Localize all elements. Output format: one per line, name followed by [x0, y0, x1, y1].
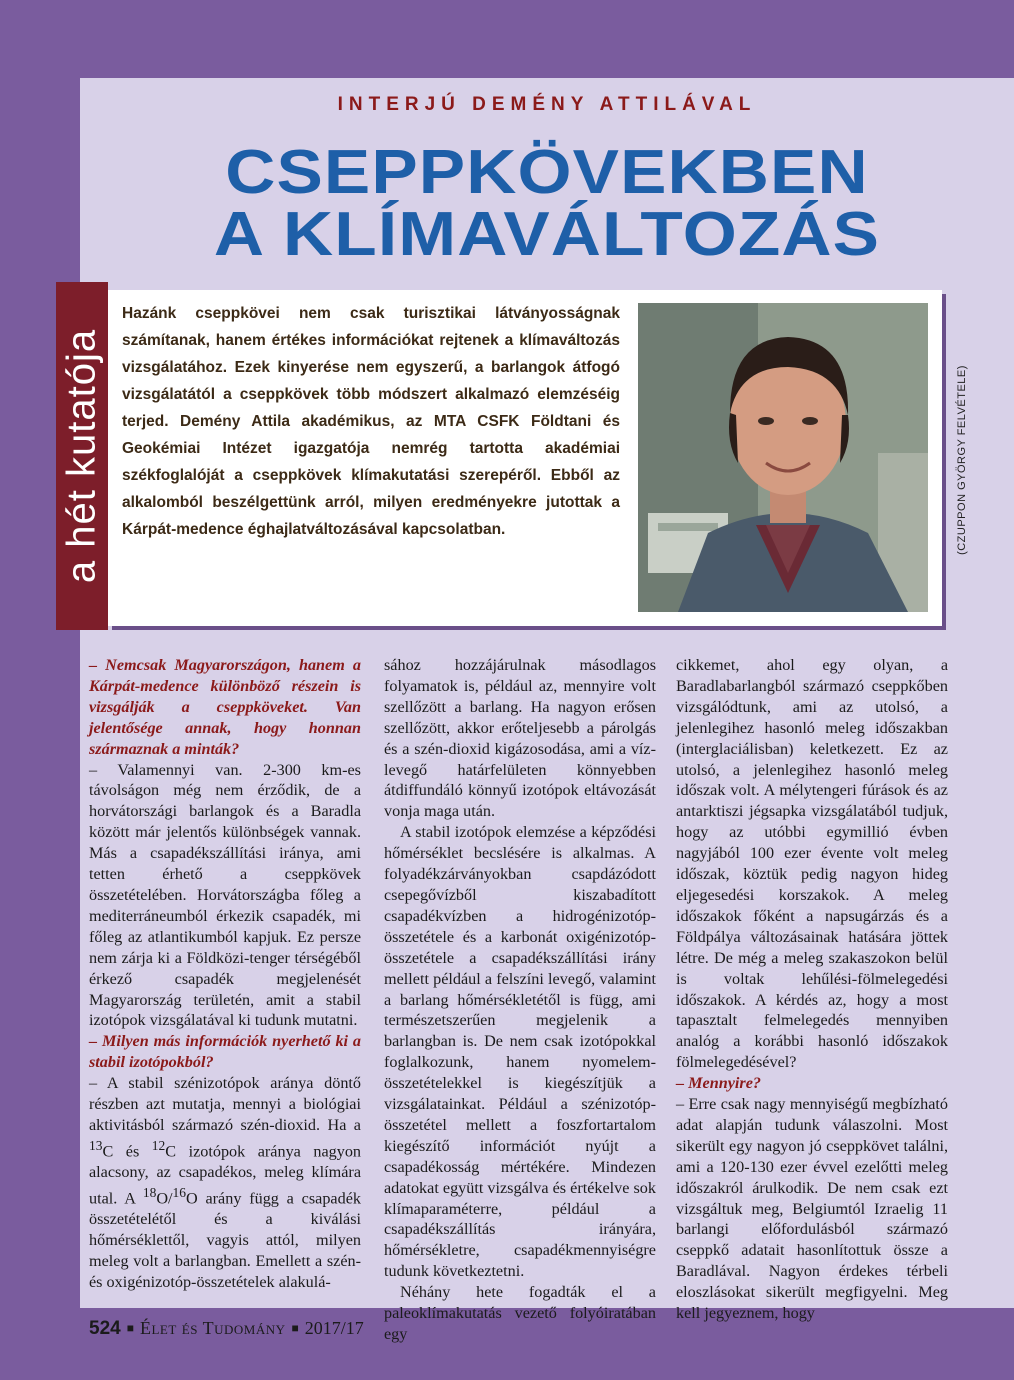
- portrait-illustration: [638, 303, 928, 612]
- lead-paragraph: Hazánk cseppkövei nem csak turisztikai látványosságnak számítanak, hanem értékes információkat rejtenek a klímaváltozás vizsgálatához. Ezek kinyerése nem egyszerű, a barlangok átfogó vizsgálatától a cseppkövek több módszert alkalmazó elemzéséig terjed. Demény Attila akadémikus, az MTA CSFK Földtani és Geokémiai Intézet igazgatója nemrég tartotta akadémiai székfoglalóját a cseppkövek klímakutatási szerepéről. Ebből az alkalomból beszélgettünk arról, milyen eredményekre jutottak a Kárpát-medence éghajlatváltozásával kapcsolatban.: [122, 305, 620, 538]
- paragraph-continued: sához hozzájárulnak másodlagos folyamatok is, például az, mennyire volt szellőzött a barlang. Ha nagyon erősen szellőzött, akkor erőteljesebb a párolgás és a szén-dioxid kigázosodása, ami a víz-levegő határfelületen könnyebben átdiffundáló könnyű izotópok eltávozását vonja maga után.: [384, 656, 656, 821]
- article-title-line-2: A KLÍMAVÁLTOZÁS: [213, 200, 881, 269]
- body-column-3: [676, 655, 948, 1324]
- answer-1: – Valamennyi van. 2-300 km-es távolságon még nem érződik, de a horvátországi barlangok és a Baradla között már jelentős különbségek vannak. Más a csapadékszállítási iránya, ami tetten érhető a cseppkövek összetételében. Horvátországba főleg a mediterráneumból érkezik csapadék, mi főleg az atlantikumból kapjuk. Ez persze nem zárja ki a Földközi-tenger térségéből érkező csapadék megjelenését Magyarország területén, amit a stabil izotópok vizsgálatával ki tudunk mutatni.: [89, 760, 361, 1030]
- photo-credit: (CZUPPON GYÖRGY FELVÉTELE): [956, 365, 968, 555]
- body-column-1: [89, 655, 361, 1293]
- portrait-photo: [638, 303, 928, 612]
- answer-3: – Erre csak nagy mennyiségű megbízható adat alapján tudunk válaszolni. Most sikerült egy nagyon jó cseppkövet találni, ami a 120-130 ezer évvel ezelőtti meleg időszakról árulkodik. De nem csak ezt vizsgáltuk meg, Belgiumtól Izraelig 11 barlangi előfordulásból származó cseppkő adatait hasonlítottuk össze a Baradlával. Nagyon érdekes térbeli eloszlásokat sikerült megfigyelni. Meg kell jegyeznem, hogy: [676, 1095, 948, 1323]
- separator-dot: ■: [291, 1321, 299, 1335]
- body-column-2: [384, 655, 656, 1345]
- question-3: – Mennyire?: [676, 1074, 761, 1093]
- question-2: – Milyen más információk nyerhető ki a stabil izotópokból?: [89, 1032, 361, 1072]
- magazine-name: Élet és Tudomány: [139, 1318, 286, 1338]
- page-footer: [89, 1318, 364, 1340]
- issue-number: 2017/17: [304, 1318, 364, 1338]
- paragraph-paleoclimate: Néhány hete fogadták el a paleoklímakutatás vezető folyóiratában egy: [384, 1283, 656, 1343]
- interview-kicker: INTERJÚ DEMÉNY ATTILÁVAL: [337, 94, 757, 115]
- answer-2: – A stabil szénizotópok aránya döntő részben azt mutatja, mennyi a biológiai aktivitásból származó szén-dioxid. Ha a $^{13}$C és $^{12}$C izotópok aránya nagyon alacsony, az csapadékos, meleg klímára utal. A $^{18}$O/$^{16}$O arány függ a csapadék összetételétől és a kiválási hőmérséklettől, vagyis attól, milyen meleg volt a barlangban. Emellett a szén- és oxigénizotóp-összetételek alakulá-: [89, 1074, 362, 1292]
- paragraph-article: cikkemet, ahol egy olyan, a Baradlabarlangból származó cseppkőben vizsgálódtunk, ami az utolsó, a jelenlegihez hasonló meleg időszakban (interglaciálisban) keletkezett. Ez az utolsó, a jelenlegihez hasonló meleg időszak volt. A mélytengeri fúrások és az antarktiszi jégsapka vizsgálatából tudjuk, hogy az utóbbi egymillió évben nagyjából 100 ezer évente volt meleg időszak, köztük pedig nagyon hideg eljegesedési korszakok. A meleg időszakok főként a napsugárzás és a Földpálya változásainak hatására jöttek létre. De még a meleg szakaszokon belül is voltak lehűlési-fölmelegedési időszakok. A kérdés az, hogy a most tapasztalt felmelegedés mennyiben analóg a korábbi hasonló időszakok fölmelegedésével?: [676, 656, 948, 1072]
- section-label: a hét kutatója: [59, 328, 104, 584]
- paragraph-isotopes: A stabil izotópok elemzése a képződési hőmérséklet becslésére is alkalmas. A folyadékzárványokban csapdázódott csepegővízből kiszabadított csapadékvízben a hidrogénizotóp-összetétele és a karbonát oxigénizotóp-összetétele a csapadékszállítási irány mellett például a felszíni levegő, valamint a barlang hőmérsékletétől is függ, ami természetszerűen megjelenik a barlangban is. De nem csak izotópokkal foglalkozunk, hanem nyomelem-összetételekkel is kiegészítjük a vizsgálatainkat. Például a szénizotóp-összetétel mellett a foszfortartalom kiegészítő információt nyújt a csapadékosság mértékére. Mindezen adatokat együtt vizsgálva és értékelve sok klímaparaméterre, például a csapadékszállítás irányára, hőmérsékletre, csapadékmennyiségre tudunk következtetni.: [384, 823, 656, 1281]
- page-number: 524: [89, 1318, 121, 1339]
- separator-dot: ■: [126, 1321, 134, 1335]
- question-1: – Nemcsak Magyarországon, hanem a Kárpát-medence különböző részein is vizsgálják a cseppköveket. Van jelentősége annak, hogy honnan származnak a minták?: [89, 656, 361, 758]
- article-title-line-1: CSEPPKÖVEKBEN: [225, 138, 869, 207]
